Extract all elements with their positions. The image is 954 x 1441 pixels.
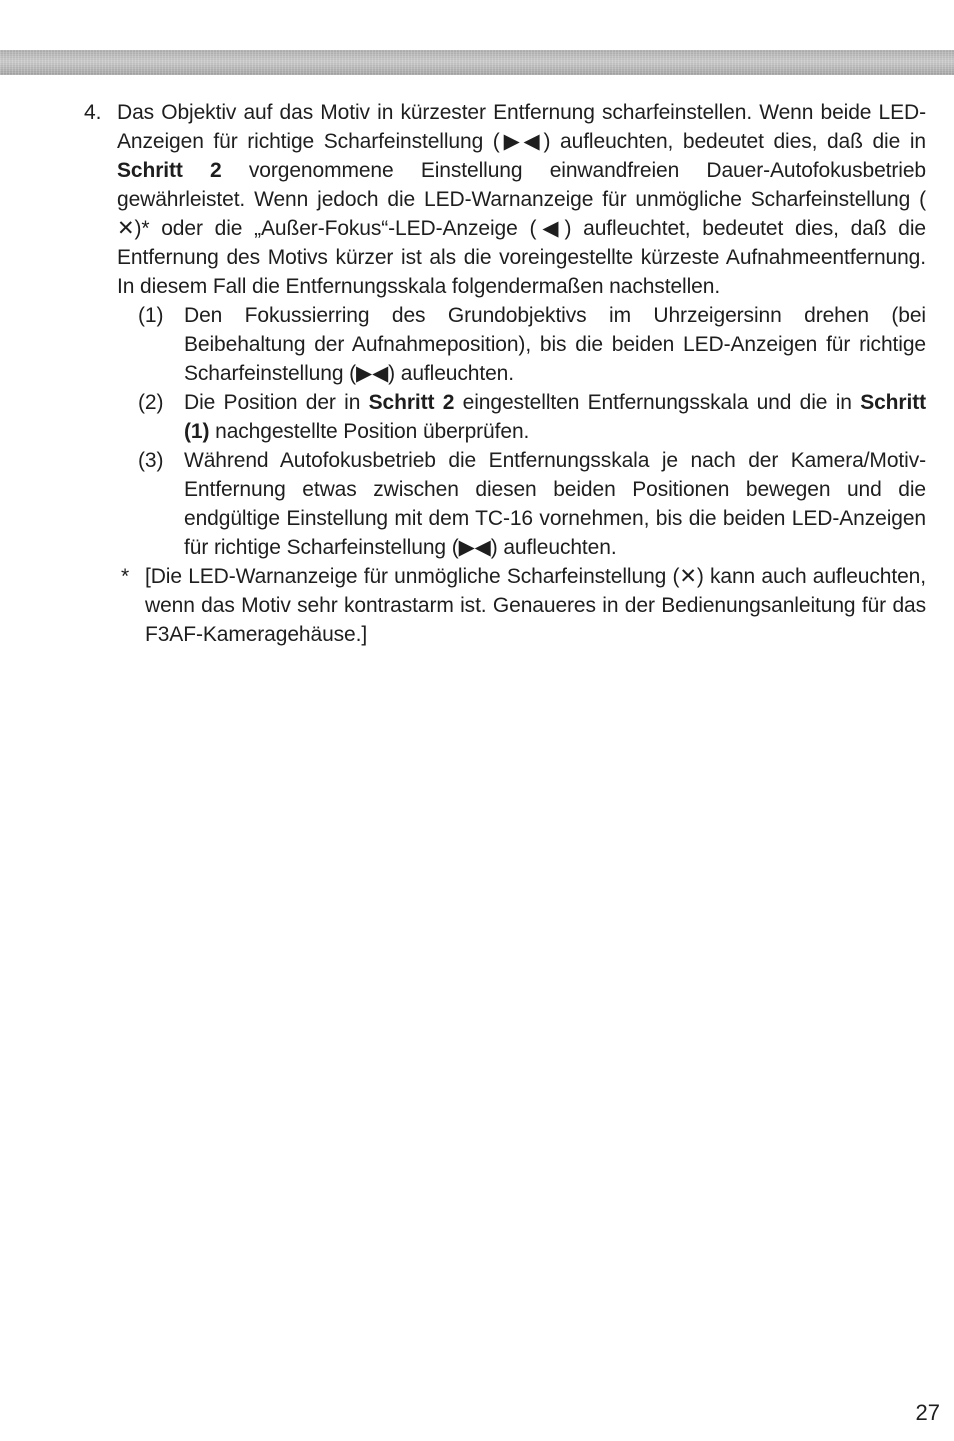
- substep-bold-reference: Schritt 2: [368, 391, 455, 414]
- step-number: 4.: [84, 101, 102, 124]
- step-body: [117, 98, 926, 301]
- substep-text-part: nachgestellte Position überprüfen.: [209, 420, 530, 443]
- footnote: [121, 562, 926, 649]
- substep-text: [184, 388, 926, 446]
- footnote-mark: *: [121, 565, 130, 588]
- instruction-text: [84, 98, 926, 649]
- substep-3: [138, 446, 926, 562]
- step-text-part-2: vorgenommene Einstellung einwandfreien Dauer-Autofokusbetrieb gewährleistet. Wenn jedoch die LED-Warnanzeige für unmögliche Scharfeinstellung ( ✕)* oder die „Außer-Fokus“-LED-Anzeige (◀) aufleuchtet, bedeutet dies, daß die Entfernung des Motivs kürzer ist als die voreingestellte kürzeste Aufnahmeentfernung. In diesem Fall die Entfernungsskala folgendermaßen nachstellen.: [117, 159, 927, 298]
- header-band: [0, 50, 954, 75]
- substep-text-part: eingestellten Entfernungsskala und die in: [454, 391, 861, 414]
- substep-1: [138, 301, 926, 388]
- step-text-part-1: Das Objektiv auf das Motiv in kürzester Entfernung scharfeinstellen. Wenn beide LED-Anzeigen für richtige Scharfeinstellung (▶◀) aufleuchten, bedeutet dies, daß die in: [117, 101, 926, 153]
- page-number: 27: [915, 1400, 940, 1425]
- substep-bold-reference: Schritt (1): [184, 391, 926, 443]
- substep-text: Den Fokussierring des Grundobjektivs im Uhrzeigersinn drehen (bei Beibehaltung der Aufnahmeposition), bis die beiden LED-Anzeigen für richtige Scharfeinstellung (▶◀) aufleuchten.: [184, 304, 926, 385]
- substep-2: [138, 388, 926, 446]
- footnote-text: [Die LED-Warnanzeige für unmögliche Scharfeinstellung (✕) kann auch aufleuchten, wenn das Motiv sehr kontrastarm ist. Genaueres in der Bedienungsanleitung für das F3AF-Kameragehäuse.]: [145, 565, 926, 646]
- substep-text-part: Die Position der in: [184, 391, 369, 414]
- step-bold-reference: Schritt 2: [117, 159, 222, 182]
- substep-number: (3): [138, 449, 164, 472]
- substep-list: [138, 301, 926, 562]
- substep-number: (2): [138, 391, 164, 414]
- step-4: [84, 98, 926, 301]
- substep-number: (1): [138, 304, 164, 327]
- substep-text: Während Autofokusbetrieb die Entfernungsskala je nach der Kamera/Motiv-Entfernung etwas zwischen diesen beiden Positionen bewegen und die endgültige Einstellung mit dem TC-16 vornehmen, bis die beiden LED-Anzeigen für richtige Scharfeinstellung (▶◀) aufleuchten.: [184, 449, 926, 559]
